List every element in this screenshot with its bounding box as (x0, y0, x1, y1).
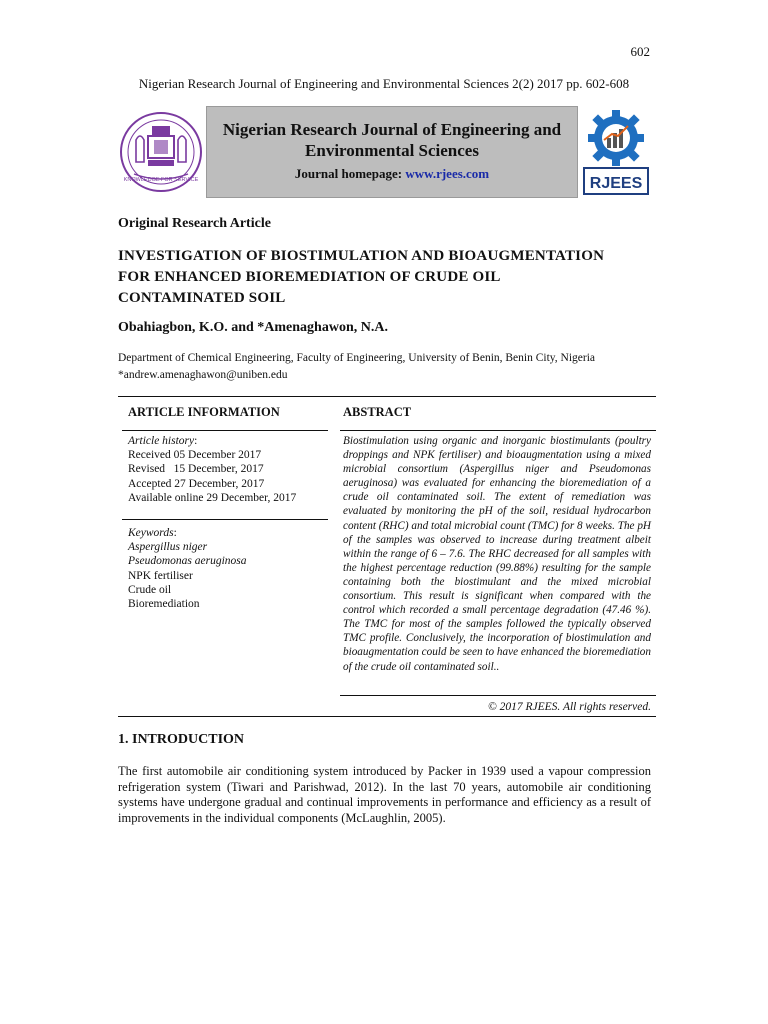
rjees-wordmark: RJEES (589, 175, 643, 192)
corresponding-email[interactable]: *andrew.amenaghawon@uniben.edu (118, 369, 288, 381)
history-item: Available online 29 December, 2017 (128, 491, 297, 504)
keywords-rule (122, 519, 328, 520)
history-colon: : (194, 435, 198, 447)
section-heading-introduction: 1. INTRODUCTION (118, 732, 245, 747)
banner-title-box (206, 106, 578, 198)
history-item: Accepted 27 December, 2017 (128, 477, 265, 490)
abstract-rule (340, 430, 656, 431)
abstract-bottom-rule (340, 695, 656, 696)
intro-paragraph: The first automobile air conditioning system introduced by Packer in 1939 used a vapour compression refrigeration system (Tiwari and Parishwad, 2012). In the last 70 years, automobile air conditioning systems have undergone gradual and continual improvements in performance and efficiency as a result of improvements in the individual components (McLaughlin, 2005). (118, 764, 651, 825)
keywords-colon: : (173, 527, 177, 539)
history-item: Revised 15 December, 2017 (128, 463, 264, 476)
affiliation: Department of Chemical Engineering, Faculty of Engineering, University of Benin, Benin City, Nigeria (118, 352, 596, 364)
bottom-rule (118, 716, 656, 717)
copyright: © 2017 RJEES. All rights reserved. (487, 701, 651, 713)
article-title-line: CONTAMINATED SOIL (118, 290, 286, 306)
affiliation-block (118, 350, 595, 384)
article-info-heading: ARTICLE INFORMATION (128, 405, 280, 419)
keyword-item: Bioremediation (128, 598, 200, 611)
university-seal-logo (118, 110, 204, 194)
gear-icon (588, 110, 644, 166)
running-header: Nigerian Research Journal of Engineering and Environmental Sciences 2(2) 2017 pp. 602-608 (138, 76, 630, 91)
keywords-label: Keywords (128, 527, 174, 539)
history-item: Received 05 December 2017 (128, 449, 262, 462)
homepage-link[interactable]: www.rjees.com (405, 166, 490, 181)
journal-banner (118, 106, 650, 198)
article-type: Original Research Article (118, 216, 271, 231)
top-rule (118, 396, 656, 397)
keyword-item: Crude oil (128, 583, 172, 596)
authors: Obahiagbon, K.O. and *Amenaghawon, N.A. (118, 320, 388, 335)
article-title-line: FOR ENHANCED BIOREMEDIATION OF CRUDE OIL (118, 269, 501, 285)
abstract-text: Biostimulation using organic and inorganic biostimulants (poultry droppings and NPK fertiliser) and bioaugmentation using a mixed microbial consortium (Aspergillus niger and Pseudomonas aeruginosa) was evaluated for enhancing the bioremediation of a crude oil contaminated soil. The extent of remediation was evaluated by monitoring the pH of the soil, residual hydrocarbon content (RHC) and total microbial count (TMC) for 8 weeks. The pH of the samples was observed to increase during treatment albeit within the range of 6 – 7.6. The RHC decreased for all samples with the highest percentage reduction (99.88%) resulting for the sample containing both the biostimulant and the mixed microbial consortium. This result is significant when compared with the control which recorded a small percentage degradation (47.46 %). The TMC for most of the samples followed the typically observed TMC profile. Conclusively, the incorporation of biostimulation and bioaugmentation could be seen to have enhanced the bioremediation of the crude oil contaminated soil.. (343, 435, 651, 673)
page-number: 602 (630, 44, 650, 59)
keywords (128, 526, 247, 611)
abstract-heading: ABSTRACT (343, 405, 412, 419)
keyword-item: Pseudomonas aeruginosa (128, 555, 247, 568)
article-info-rule (122, 430, 328, 431)
keyword-item: NPK fertiliser (128, 569, 193, 582)
article-title-line: INVESTIGATION OF BIOSTIMULATION AND BIOAUGMENTATION (118, 248, 605, 264)
homepage-label: Journal homepage: (294, 166, 406, 181)
journal-homepage (207, 166, 577, 182)
keyword-item: Aspergillus niger (128, 541, 208, 554)
history-label: Article history (128, 435, 195, 447)
rjees-gear-logo (582, 108, 650, 196)
article-history (128, 434, 296, 505)
seal-motto: KNOWLEDGE FOR SERVICE (123, 177, 199, 183)
journal-title: Nigerian Research Journal of Engineering and Environmental Sciences (222, 120, 562, 160)
article-title (118, 246, 658, 309)
